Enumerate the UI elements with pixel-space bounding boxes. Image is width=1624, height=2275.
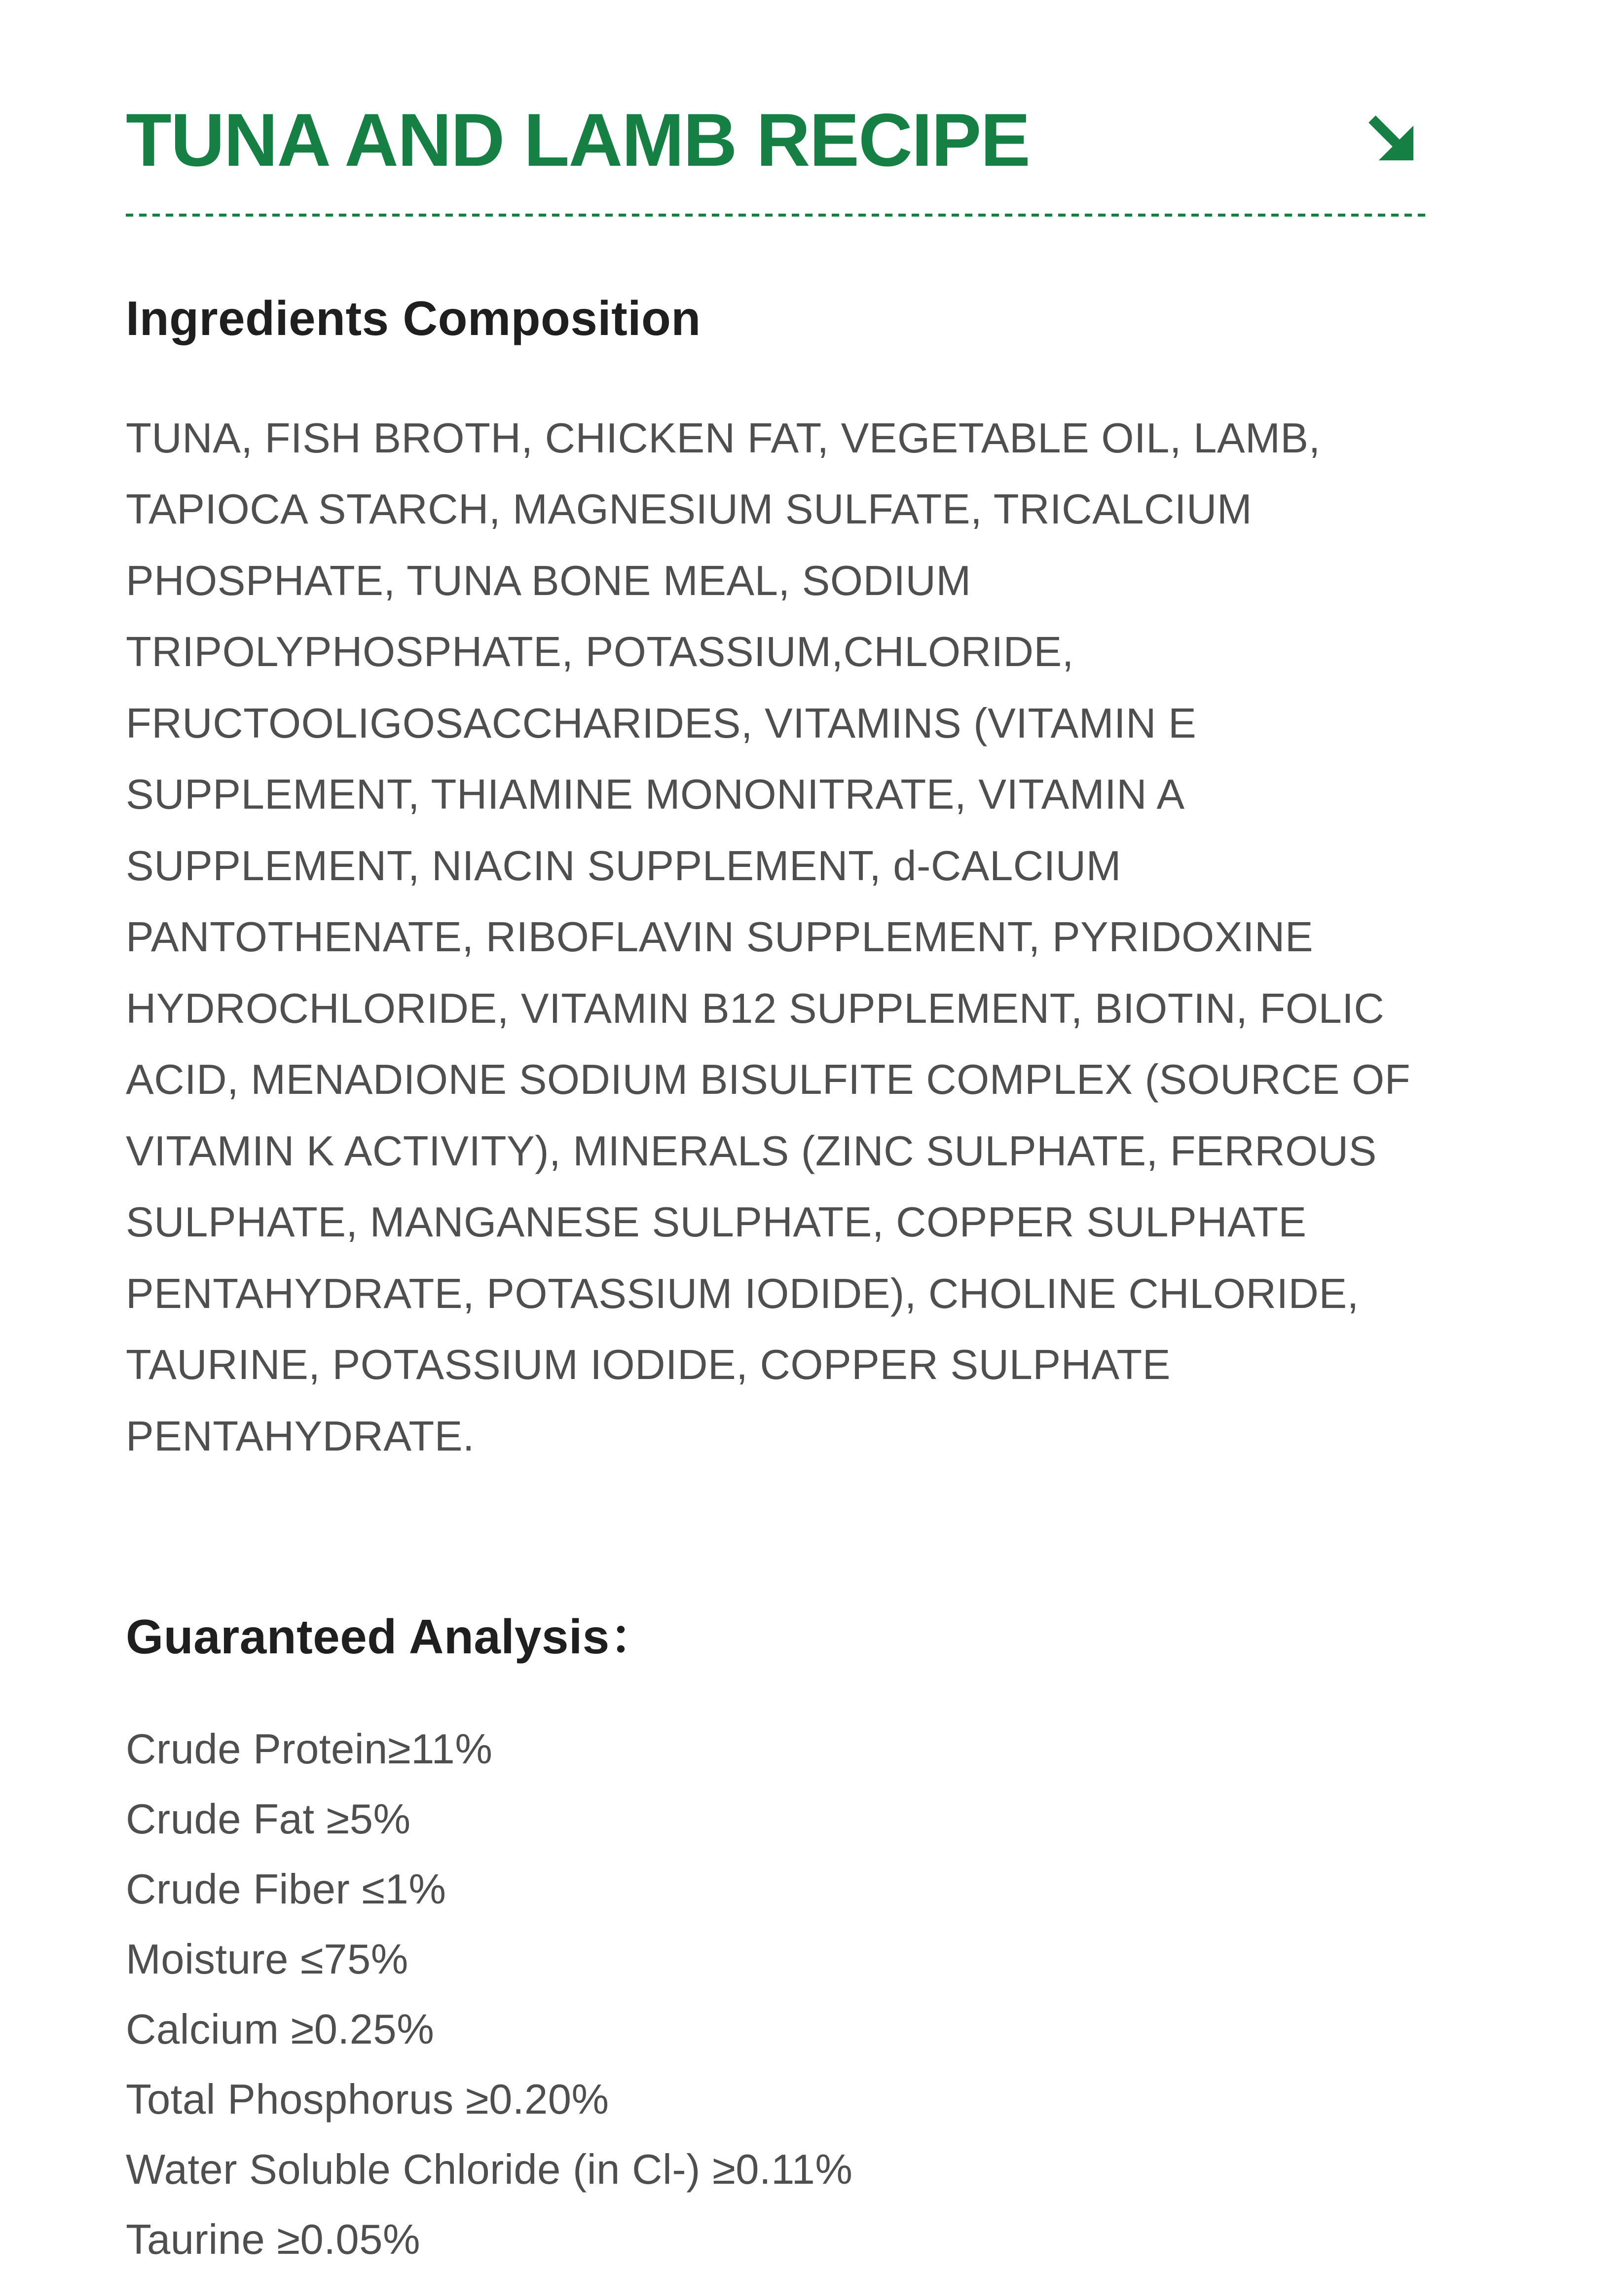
ingredients-heading: Ingredients Composition [126, 291, 701, 345]
analysis-item-water-soluble-chloride: Water Soluble Chloride (in Cl-) ≥0.11% [126, 2146, 853, 2194]
analysis-item-total-phosphorus: Total Phosphorus ≥0.20% [126, 2076, 609, 2124]
analysis-item-taurine: Taurine ≥0.05% [126, 2216, 421, 2264]
analysis-list [126, 1715, 1427, 2275]
analysis-heading: Guaranteed Analysis： [126, 1609, 659, 1664]
header [126, 98, 1427, 182]
analysis-item-crude-protein: Crude Protein≥11% [126, 1726, 493, 1773]
analysis-item-crude-fiber: Crude Fiber ≤1% [126, 1866, 446, 1913]
analysis-item-calcium: Calcium ≥0.25% [126, 2006, 435, 2053]
ingredients-text: TUNA, FISH BROTH, CHICKEN FAT, VEGETABLE OIL, LAMB, TAPIOCA STARCH, MAGNESIUM SULFATE, TRICALCIUM PHOSPHATE, TUNA BONE MEAL, SODIUM TRIPOLYPHOSPHATE, POTASSIUM,CHLORIDE, FRUCTOOLIGOSACCHARIDES, VITAMINS (VITAMIN E SUPPLEMENT, THIAMINE MONONITRATE, VITAMIN A SUPPLEMENT, NIACIN SUPPLEMENT, d-CALCIUM PANTOTHENATE, RIBOFLAVIN SUPPLEMENT, PYRIDOXINE HYDROCHLORIDE, VITAMIN B12 SUPPLEMENT, BIOTIN, FOLIC ACID, MENADIONE SODIUM BISULFITE COMPLEX (SOURCE OF VITAMIN K ACTIVITY), MINERALS (ZINC SULPHATE, FERROUS SULPHATE, MANGANESE SULPHATE, COPPER SULPHATE PENTAHYDRATE, POTASSIUM IODIDE), CHOLINE CHLORIDE, TAURINE, POTASSIUM IODIDE, COPPER SULPHATE PENTAHYDRATE. [126, 414, 1411, 1460]
dashed-divider [126, 214, 1427, 217]
analysis-item-moisture: Moisture ≤75% [126, 1936, 408, 1983]
page-title: TUNA AND LAMB RECIPE [126, 98, 1030, 182]
analysis-item-crude-fat: Crude Fat ≥5% [126, 1796, 411, 1843]
arrow-down-right-icon [1360, 107, 1427, 174]
